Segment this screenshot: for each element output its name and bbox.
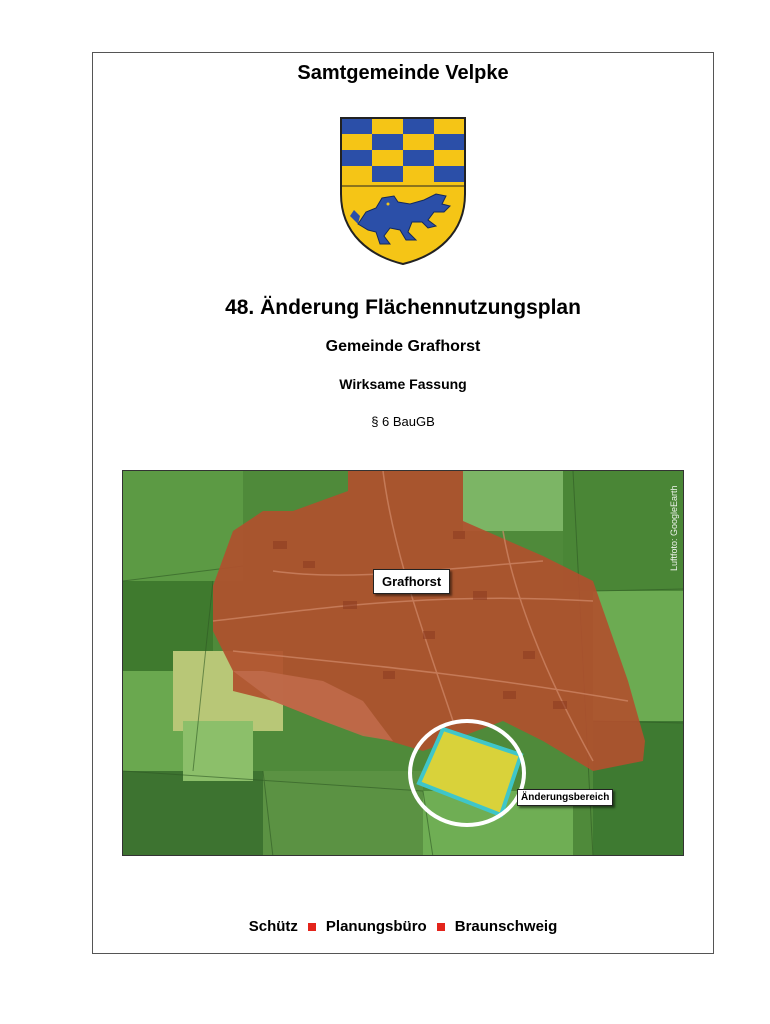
footer-name: Schütz bbox=[248, 918, 298, 935]
municipality-name: Gemeinde Grafhorst bbox=[325, 338, 481, 355]
aerial-map bbox=[122, 470, 684, 856]
footer-office: Planungsbüro bbox=[325, 918, 427, 935]
document-version: Wirksame Fassung bbox=[339, 376, 467, 392]
document-title: 48. Änderung Flächennutzungsplan bbox=[225, 296, 581, 319]
separator-square-icon bbox=[437, 923, 445, 931]
town-label: Grafhorst bbox=[373, 569, 450, 594]
coat-of-arms-icon bbox=[338, 116, 468, 266]
authority-title: Samtgemeinde Velpke bbox=[297, 62, 509, 84]
photo-credit: Luftfoto: GoogleEarth bbox=[669, 485, 679, 571]
change-area-label: Änderungsbereich bbox=[517, 789, 613, 806]
footer bbox=[92, 918, 714, 935]
separator-square-icon bbox=[308, 923, 316, 931]
footer-city: Braunschweig bbox=[454, 918, 558, 935]
legal-basis: § 6 BauGB bbox=[371, 414, 435, 429]
